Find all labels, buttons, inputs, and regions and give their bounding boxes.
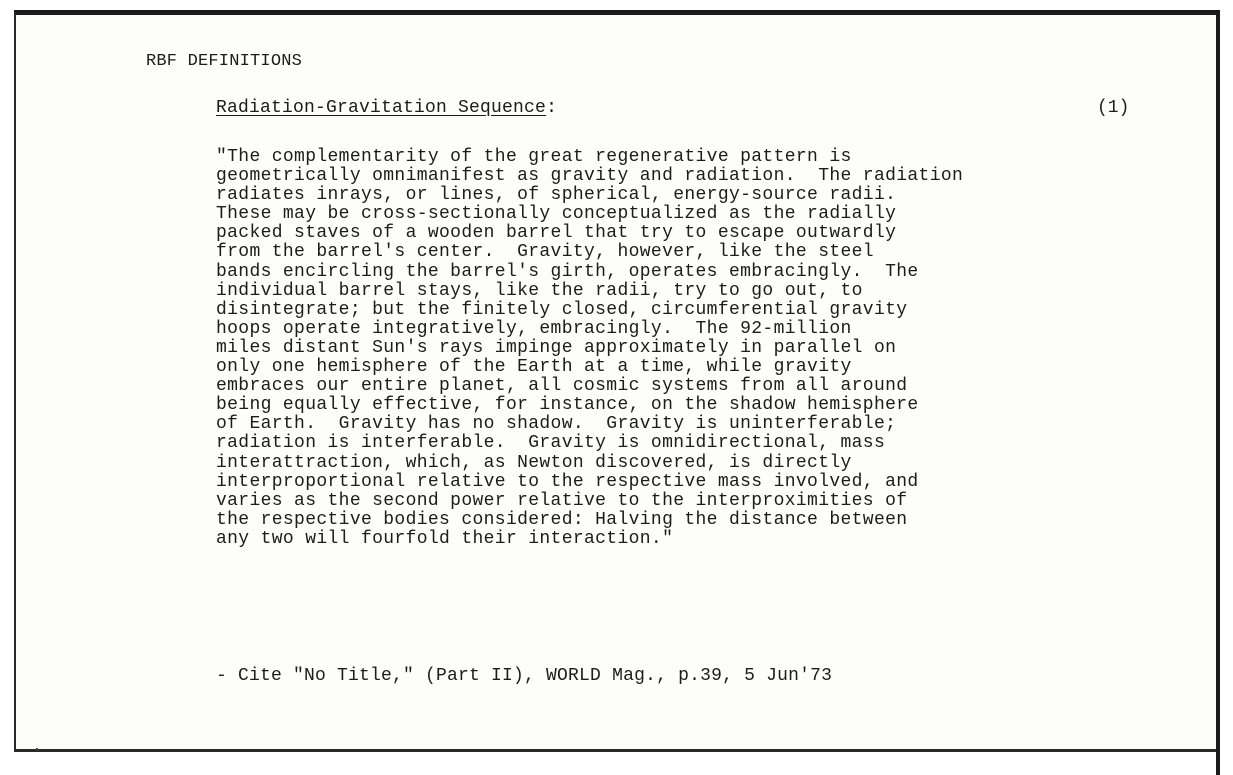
quote-line: individual barrel stays, like the radii, try to go out, to — [216, 280, 863, 301]
quote-line: being equally effective, for instance, on the shadow hemisphere — [216, 395, 919, 416]
quote-line: only one hemisphere of the Earth at a time, while gravity — [216, 357, 852, 378]
quote-line: embraces our entire planet, all cosmic systems from all around — [216, 376, 908, 397]
quote-line: geometrically omnimanifest as gravity and radiation. The radiation — [216, 166, 964, 187]
quote-line: hoops operate integratively, embracingly. The 92-million — [216, 318, 852, 339]
definition-quote — [216, 148, 963, 549]
card-right-border — [1216, 10, 1220, 775]
quote-line: the respective bodies considered: Halving the distance between — [216, 509, 908, 530]
quote-line: from the barrel's center. Gravity, however, like the steel — [216, 242, 874, 263]
entry-title-colon: : — [546, 98, 558, 118]
quote-line: miles distant Sun's rays impinge approximately in parallel on — [216, 337, 897, 358]
quote-line: of Earth. Gravity has no shadow. Gravity is uninterferable; — [216, 414, 897, 435]
quote-line: interattraction, which, as Newton discovered, is directly — [216, 452, 852, 473]
citation: - Cite "No Title," (Part II), WORLD Mag., p.39, 5 Jun'73 — [216, 666, 833, 686]
entry-title-text: Radiation-Gravitation Sequence — [216, 98, 547, 118]
document-header: RBF DEFINITIONS — [146, 52, 303, 71]
quote-line: packed staves of a wooden barrel that try to escape outwardly — [216, 223, 897, 244]
quote-line: These may be cross-sectionally conceptualized as the radially — [216, 204, 897, 225]
quote-line: radiates inrays, or lines, of spherical, energy-source radii. — [216, 185, 897, 206]
quote-line: bands encircling the barrel's girth, operates embracingly. The — [216, 261, 919, 282]
stray-mark — [36, 748, 38, 750]
quote-line: interproportional relative to the respective mass involved, and — [216, 471, 919, 492]
quote-line: disintegrate; but the finitely closed, circumferential gravity — [216, 299, 908, 320]
entry-title — [216, 98, 557, 118]
entry-number: (1) — [1097, 98, 1130, 118]
quote-line: varies as the second power relative to the interproximities of — [216, 490, 908, 511]
quote-line: radiation is interferable. Gravity is omnidirectional, mass — [216, 433, 886, 454]
quote-line: "The complementarity of the great regenerative pattern is — [216, 147, 852, 167]
quote-line: any two will fourfold their interaction." — [216, 528, 674, 549]
